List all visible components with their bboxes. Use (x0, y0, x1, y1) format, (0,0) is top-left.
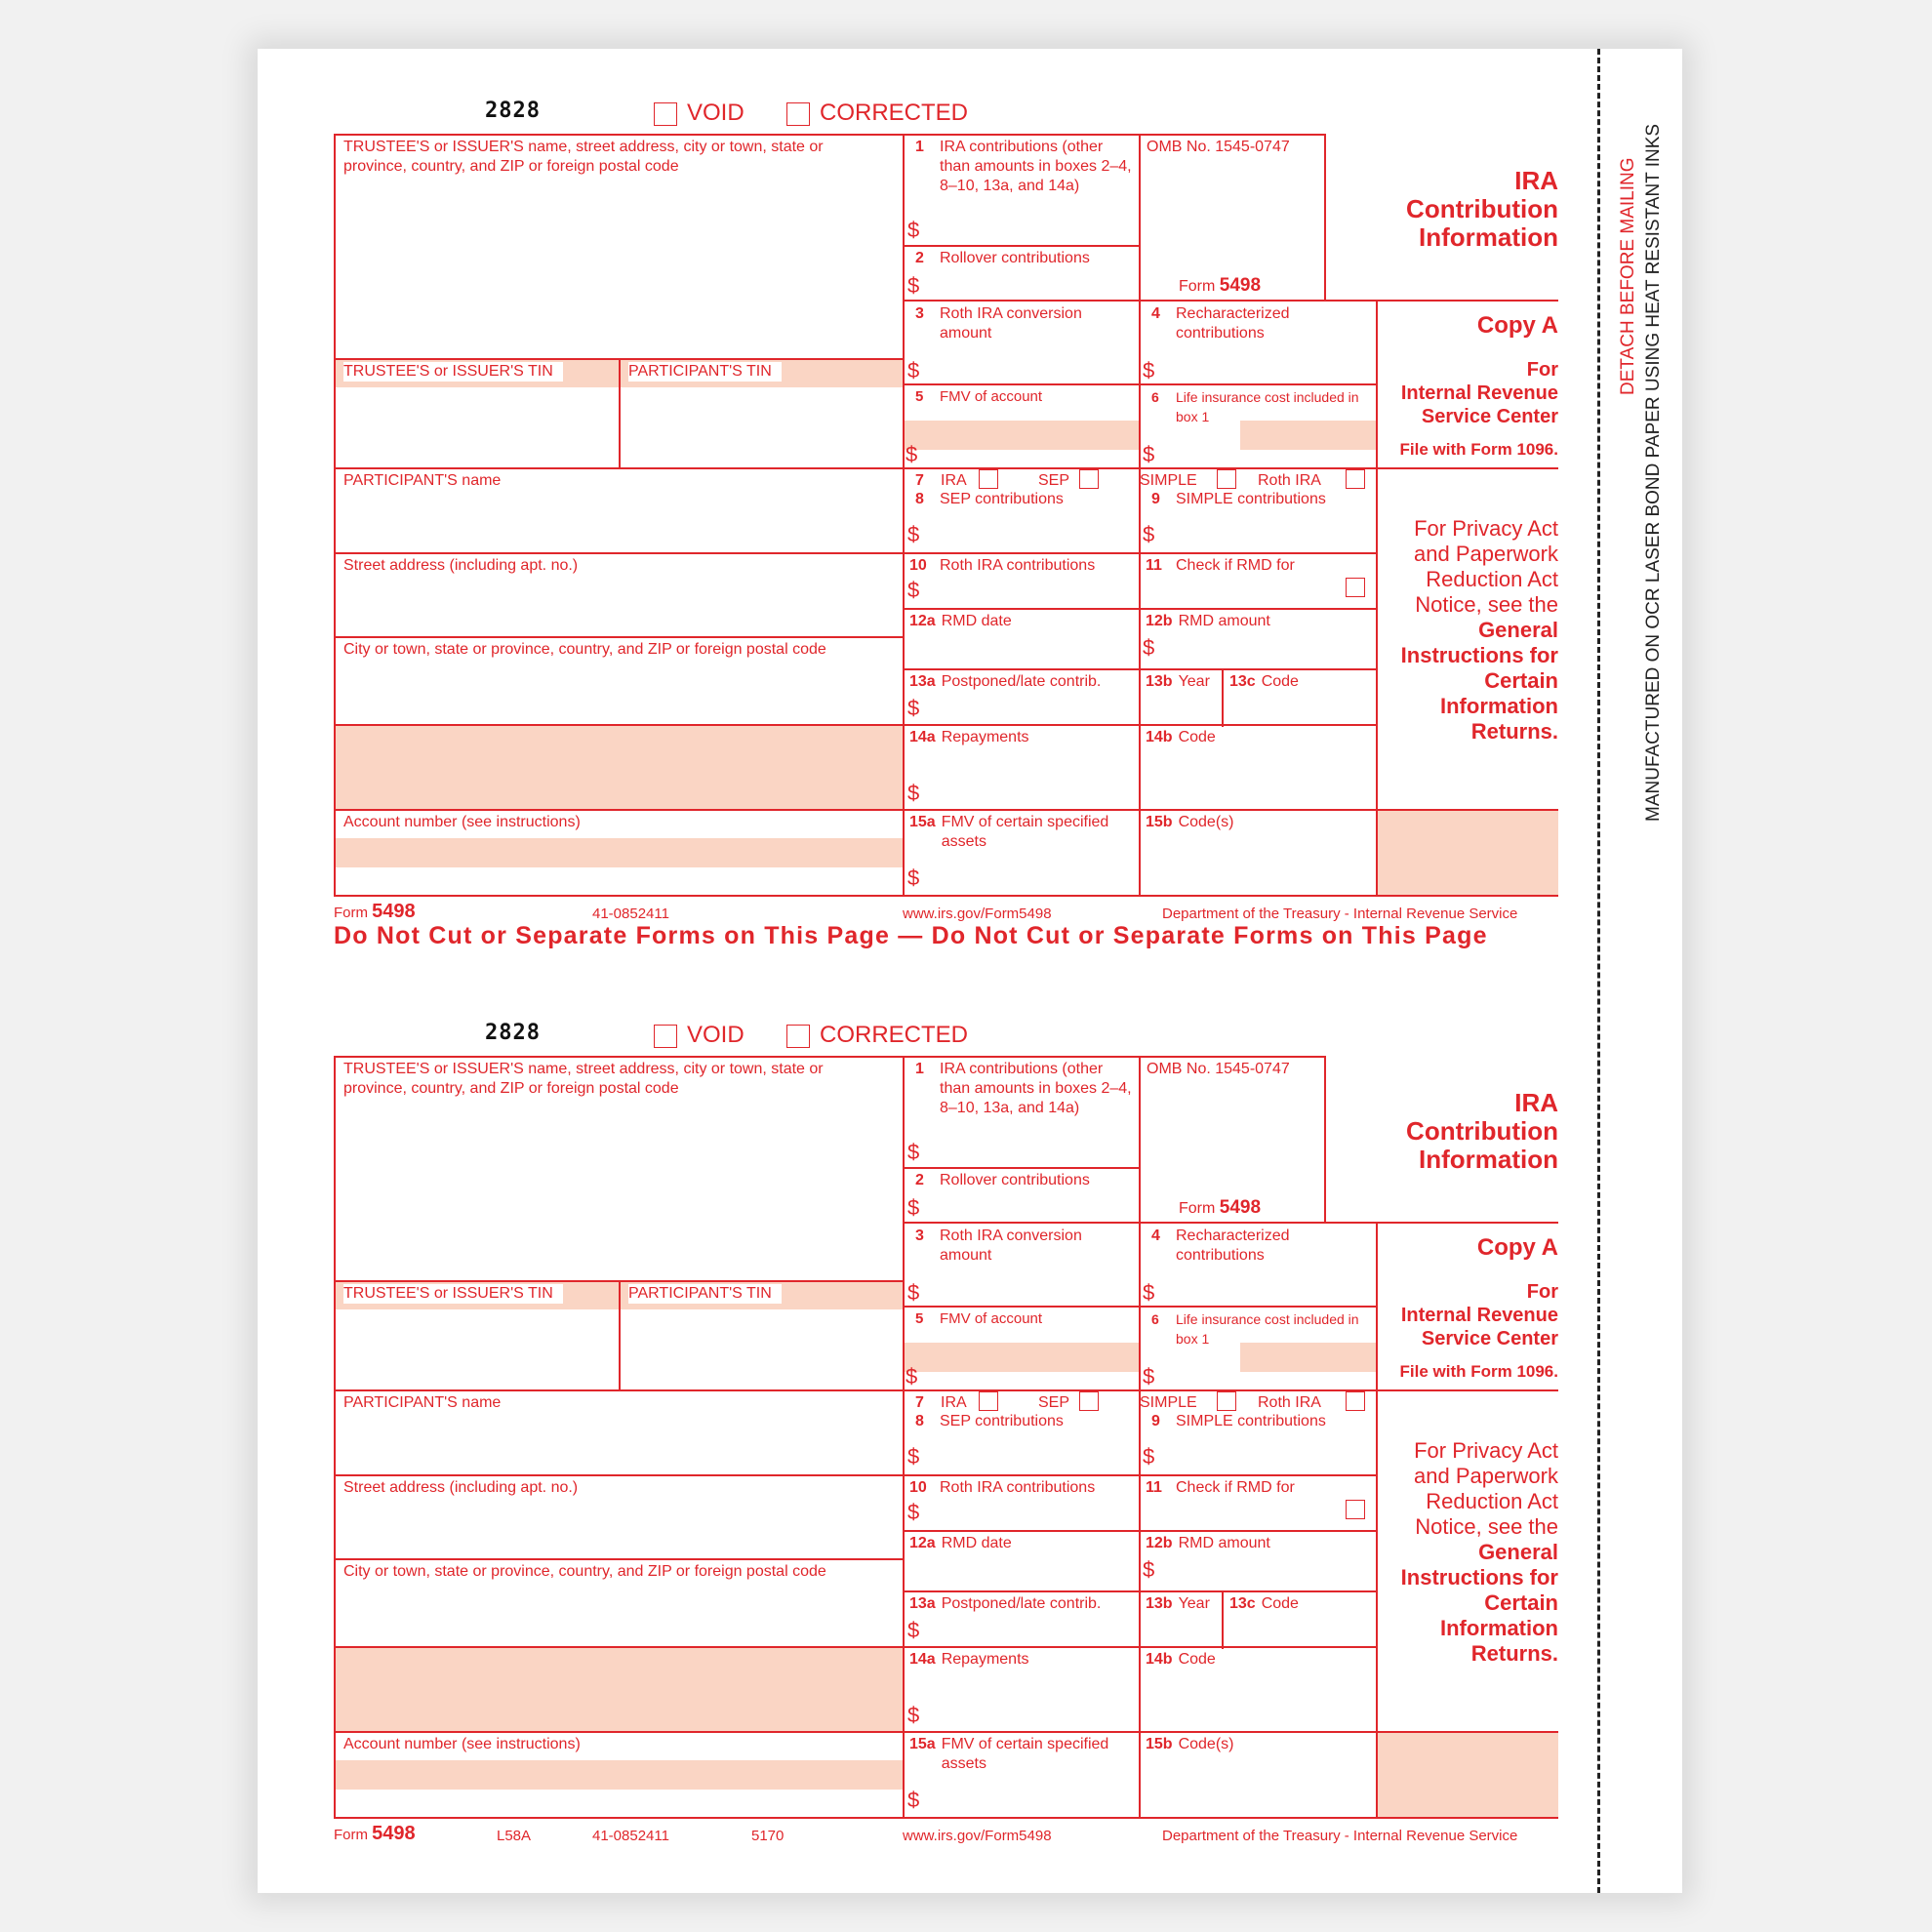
box4-label: 4 Recharacterized contributions (1151, 1228, 1290, 1264)
city-label: City or town, state or province, country, and ZIP or foreign postal code (343, 641, 826, 658)
corrected-label: CORRECTED (820, 100, 969, 126)
box8-label: 8 SEP contributions (915, 1413, 1064, 1429)
trustee-name-label: TRUSTEE'S or ISSUER'S name, street address, city or town, state or province, country, and ZIP or foreign postal code (343, 1061, 824, 1097)
trustee-tin-label: TRUSTEE'S or ISSUER'S TIN (343, 362, 563, 382)
box3-label: 3 Roth IRA conversion amount (915, 1228, 1082, 1264)
box7-simple-label: SIMPLE (1140, 1394, 1197, 1411)
box15a-dollar: $ (907, 1788, 920, 1812)
box14b-label: 14b Code (1146, 1651, 1216, 1668)
box3-dollar: $ (907, 1280, 920, 1305)
file-with-label: File with Form 1096. (1399, 440, 1558, 459)
box12b-label: 12b RMD amount (1146, 1535, 1270, 1551)
box9-dollar: $ (1143, 522, 1155, 546)
file-with-label: File with Form 1096. (1399, 1362, 1558, 1381)
footer-department: Department of the Treasury - Internal Revenue Service (1162, 906, 1518, 922)
form-title: IRA Contribution Information (1406, 166, 1558, 252)
box6-dollar: $ (1143, 442, 1155, 466)
privacy-notice: For Privacy Act and Paperwork Reduction Act Notice, see the General Instructions for Certain Information Returns. (1400, 516, 1558, 744)
box13a-dollar: $ (907, 1618, 920, 1642)
box15a-dollar: $ (907, 865, 920, 890)
box7-sep-label: SEP (1038, 472, 1070, 489)
box1-dollar: $ (907, 218, 920, 242)
box7-roth-checkbox[interactable] (1346, 469, 1365, 489)
irs-center-label: For Internal Revenue Service Center (1400, 359, 1558, 427)
box7-num: 7 (915, 1394, 924, 1411)
detach-notice: DETACH BEFORE MAILING (1618, 157, 1638, 395)
footer-code-l58a: L58A (497, 1828, 532, 1844)
box5-dollar: $ (906, 442, 918, 466)
box12b-label: 12b RMD amount (1146, 613, 1270, 629)
void-checkbox[interactable] (654, 102, 677, 126)
box10-dollar: $ (907, 1500, 920, 1524)
box6-dollar: $ (1143, 1364, 1155, 1389)
box2-label: 2 Rollover contributions (915, 1172, 1090, 1188)
box14a-dollar: $ (907, 1703, 920, 1727)
box11-label: 11 Check if RMD for (1146, 1479, 1295, 1496)
box14b-label: 14b Code (1146, 729, 1216, 745)
box12b-dollar: $ (1143, 635, 1155, 660)
box13c-label: 13c Code (1229, 1595, 1299, 1612)
footer-form-label: Form 5498 (334, 901, 416, 922)
box7-sep-checkbox[interactable] (1079, 469, 1099, 489)
box5-dollar: $ (906, 1364, 918, 1389)
account-number-label: Account number (see instructions) (343, 1735, 590, 1754)
privacy-notice: For Privacy Act and Paperwork Reduction Act Notice, see the General Instructions for Certain Information Returns. (1400, 1438, 1558, 1666)
void-label: VOID (687, 1022, 745, 1048)
omb-number: OMB No. 1545-0747 (1147, 1061, 1290, 1077)
box12b-dollar: $ (1143, 1557, 1155, 1582)
box13b-label: 13b Year (1146, 673, 1210, 690)
box3-label: 3 Roth IRA conversion amount (915, 305, 1082, 342)
box7-roth-label: Roth IRA (1258, 1394, 1321, 1411)
box13b-label: 13b Year (1146, 1595, 1210, 1612)
box8-dollar: $ (907, 1444, 920, 1469)
participant-tin-label: PARTICIPANT'S TIN (628, 362, 782, 382)
box1-label: 1 IRA contributions (other than amounts in boxes 2–4, 8–10, 13a, and 14a) (915, 1061, 1132, 1116)
box7-sep-label: SEP (1038, 1394, 1070, 1411)
box9-label: 9 SIMPLE contributions (1151, 491, 1326, 507)
box1-dollar: $ (907, 1140, 920, 1164)
box1-label: 1 IRA contributions (other than amounts in boxes 2–4, 8–10, 13a, and 14a) (915, 139, 1132, 194)
omb-number: OMB No. 1545-0747 (1147, 139, 1290, 155)
box8-dollar: $ (907, 522, 920, 546)
form-5498-bottom (334, 1021, 1558, 1866)
box13a-label: 13a Postponed/late contrib. (909, 1595, 1102, 1612)
participant-name-label: PARTICIPANT'S name (343, 472, 502, 489)
box10-label: 10 Roth IRA contributions (909, 557, 1096, 574)
tin-fields[interactable] (334, 387, 905, 465)
form-5498-top (334, 99, 1558, 944)
street-address-label: Street address (including apt. no.) (343, 1479, 579, 1496)
box13a-label: 13a Postponed/late contrib. (909, 673, 1102, 690)
box5-label: 5 FMV of account (915, 1310, 1043, 1327)
box7-ira-checkbox[interactable] (979, 469, 998, 489)
box13a-dollar: $ (907, 696, 920, 720)
box7-sep-checkbox[interactable] (1079, 1391, 1099, 1411)
box10-label: 10 Roth IRA contributions (909, 1479, 1096, 1496)
participant-tin-label: PARTICIPANT'S TIN (628, 1284, 782, 1304)
trustee-tin-label: TRUSTEE'S or ISSUER'S TIN (343, 1284, 563, 1304)
omb-form-label: Form 5498 (1179, 275, 1262, 296)
box12a-label: 12a RMD date (909, 613, 1012, 629)
copy-a-label: Copy A (1476, 312, 1558, 339)
corrected-checkbox[interactable] (786, 1025, 810, 1048)
box10-dollar: $ (907, 578, 920, 602)
box6-label: 6 Life insurance cost included in box 1 (1151, 389, 1359, 424)
box11-label: 11 Check if RMD for (1146, 557, 1295, 574)
box4-dollar: $ (1143, 1280, 1155, 1305)
box3-dollar: $ (907, 358, 920, 382)
box15b-label: 15b Code(s) (1146, 1736, 1234, 1752)
irs-center-label: For Internal Revenue Service Center (1400, 1281, 1558, 1349)
participant-name-label: PARTICIPANT'S name (343, 1394, 502, 1411)
footer-url[interactable]: www.irs.gov/Form5498 (903, 1828, 1052, 1844)
box14a-dollar: $ (907, 781, 920, 805)
box11-checkbox[interactable] (1346, 1500, 1365, 1519)
corrected-label: CORRECTED (820, 1022, 969, 1048)
separator-warning: Do Not Cut or Separate Forms on This Page — Do Not Cut or Separate Forms on This Page (334, 922, 1488, 949)
box5-label: 5 FMV of account (915, 388, 1043, 405)
corrected-checkbox[interactable] (786, 102, 810, 126)
account-number-label: Account number (see instructions) (343, 813, 590, 832)
box13c-label: 13c Code (1229, 673, 1299, 690)
city-label: City or town, state or province, country, and ZIP or foreign postal code (343, 1563, 826, 1580)
box12a-label: 12a RMD date (909, 1535, 1012, 1551)
box7-simple-checkbox[interactable] (1217, 1391, 1236, 1411)
box4-label: 4 Recharacterized contributions (1151, 305, 1290, 342)
tin-fields[interactable] (334, 1309, 905, 1388)
box11-checkbox[interactable] (1346, 578, 1365, 597)
perforation-line (1597, 49, 1600, 1893)
box7-ira-label: IRA (941, 472, 967, 489)
box7-roth-label: Roth IRA (1258, 472, 1321, 489)
box14a-label: 14a Repayments (909, 729, 1029, 745)
street-address-label: Street address (including apt. no.) (343, 557, 579, 574)
box9-label: 9 SIMPLE contributions (1151, 1413, 1326, 1429)
box7-ira-checkbox[interactable] (979, 1391, 998, 1411)
box7-roth-checkbox[interactable] (1346, 1391, 1365, 1411)
form-title: IRA Contribution Information (1406, 1088, 1558, 1174)
footer-code-5170: 5170 (751, 1828, 785, 1844)
footer-catalog-number: 41-0852411 (592, 906, 669, 922)
footer-form-label: Form 5498 (334, 1823, 416, 1844)
footer-catalog-number: 41-0852411 (592, 1828, 669, 1844)
box7-ira-label: IRA (941, 1394, 967, 1411)
box15b-label: 15b Code(s) (1146, 814, 1234, 830)
box7-num: 7 (915, 472, 924, 489)
box15a-label: 15a FMV of certain specified assets (909, 814, 1109, 850)
box14a-label: 14a Repayments (909, 1651, 1029, 1668)
box9-dollar: $ (1143, 1444, 1155, 1469)
box2-dollar: $ (907, 273, 920, 298)
footer-url[interactable]: www.irs.gov/Form5498 (903, 906, 1052, 922)
copy-a-label: Copy A (1476, 1234, 1558, 1261)
box4-dollar: $ (1143, 358, 1155, 382)
form-code: 2828 (485, 1021, 541, 1045)
paper-notice: MANUFACTURED ON OCR LASER BOND PAPER USING HEAT RESISTANT INKS (1643, 123, 1664, 822)
omb-form-label: Form 5498 (1179, 1197, 1262, 1218)
box8-label: 8 SEP contributions (915, 491, 1064, 507)
form-code: 2828 (485, 99, 541, 123)
box7-simple-label: SIMPLE (1140, 472, 1197, 489)
footer-department: Department of the Treasury - Internal Revenue Service (1162, 1828, 1518, 1844)
box15a-label: 15a FMV of certain specified assets (909, 1736, 1109, 1772)
box2-dollar: $ (907, 1195, 920, 1220)
box7-simple-checkbox[interactable] (1217, 469, 1236, 489)
void-label: VOID (687, 100, 745, 126)
box2-label: 2 Rollover contributions (915, 250, 1090, 266)
trustee-name-label: TRUSTEE'S or ISSUER'S name, street address, city or town, state or province, country, and ZIP or foreign postal code (343, 139, 824, 175)
void-checkbox[interactable] (654, 1025, 677, 1048)
box6-label: 6 Life insurance cost included in box 1 (1151, 1311, 1359, 1347)
